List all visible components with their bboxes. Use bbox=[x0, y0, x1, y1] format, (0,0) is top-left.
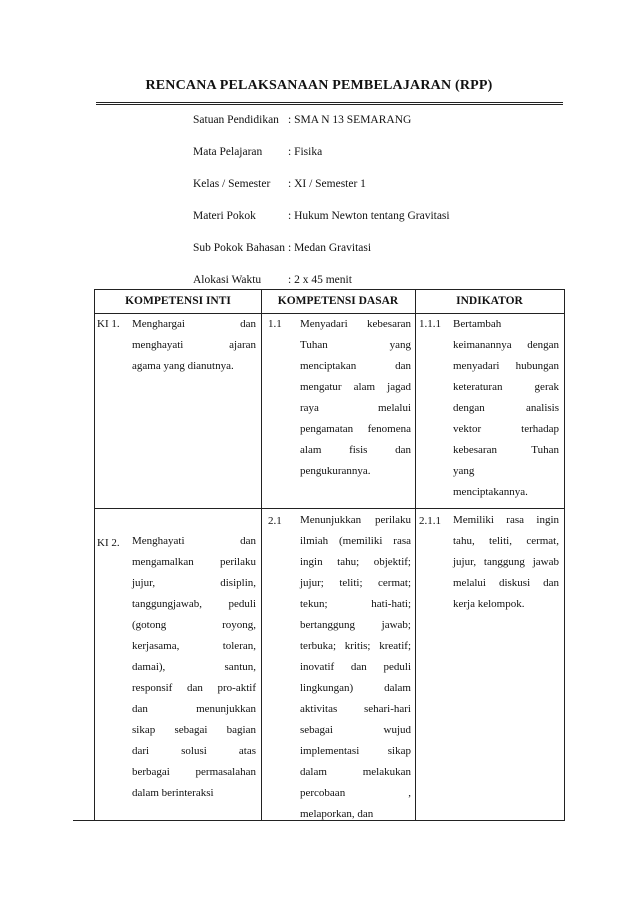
ki-text bbox=[132, 314, 256, 377]
cell-line: tahu, teliti, cermat, bbox=[453, 535, 559, 547]
indicator-number: 2.1.1 bbox=[419, 515, 441, 527]
cell-line: implementasi sikap bbox=[300, 745, 411, 757]
identity-value: : SMA N 13 SEMARANG bbox=[288, 114, 412, 126]
cell-line: inovatif dan peduli bbox=[300, 661, 411, 673]
cell-line: dari solusi atas bbox=[132, 745, 256, 757]
cell-line: dalam berinteraksi bbox=[132, 787, 214, 799]
identity-label: Sub Pokok Bahasan bbox=[193, 242, 285, 254]
cell-line: mengatur alam jagad bbox=[300, 381, 411, 393]
header-indikator: INDIKATOR bbox=[456, 295, 523, 307]
cell-line: mengamalkan perilaku bbox=[132, 556, 256, 568]
row-divider bbox=[95, 508, 564, 509]
identity-value: : Medan Gravitasi bbox=[288, 242, 372, 254]
cell-line: kerja kelompok. bbox=[453, 598, 525, 610]
cell-line: Menunjukkan perilaku bbox=[300, 514, 411, 526]
cell-line: damai), santun, bbox=[132, 661, 256, 673]
identity-label: Kelas / Semester bbox=[193, 178, 271, 190]
cell-line: Tuhan yang bbox=[300, 339, 411, 351]
identity-value: : Hukum Newton tentang Gravitasi bbox=[288, 210, 450, 222]
cell-line: dalam melakukan bbox=[300, 766, 411, 778]
cell-line: percobaan , bbox=[300, 787, 411, 799]
cell-line: jujur, disiplin, bbox=[132, 577, 256, 589]
kd-number: 1.1 bbox=[268, 318, 282, 330]
cell-line: dan menunjukkan bbox=[132, 703, 256, 715]
column-divider bbox=[415, 290, 416, 820]
cell-line: ilmiah (memiliki rasa bbox=[300, 535, 411, 547]
cell-line: pengamatan fenomena bbox=[300, 423, 411, 435]
cell-line: jujur, tanggung jawab bbox=[453, 556, 559, 568]
identity-value: : Fisika bbox=[288, 146, 323, 158]
cell-line: tanggungjawab, peduli bbox=[132, 598, 256, 610]
cell-line: menciptakannya. bbox=[453, 486, 528, 498]
cell-line: alam fisis dan bbox=[300, 444, 411, 456]
cell-line: kebesaran Tuhan bbox=[453, 444, 559, 456]
cell-line: dengan analisis bbox=[453, 402, 559, 414]
cell-line: agama yang dianutnya. bbox=[132, 360, 234, 372]
cell-line: pengukurannya. bbox=[300, 465, 371, 477]
cell-line: raya melalui bbox=[300, 402, 411, 414]
cell-line: Menghayati dan bbox=[132, 535, 256, 547]
indicator-text bbox=[453, 314, 559, 503]
kd-number: 2.1 bbox=[268, 515, 282, 527]
ki-number: KI 2. bbox=[97, 537, 120, 549]
cell-line: tekun; hati-hati; bbox=[300, 598, 411, 610]
cell-line: (gotong royong, bbox=[132, 619, 256, 631]
cell-line: kerjasama, toleran, bbox=[132, 640, 256, 652]
header-kompetensi-dasar: KOMPETENSI DASAR bbox=[277, 295, 399, 307]
cell-line: vektor terhadap bbox=[453, 423, 559, 435]
cell-line: aktivitas sehari-hari bbox=[300, 703, 411, 715]
competency-table bbox=[94, 289, 565, 821]
kd-text bbox=[300, 314, 411, 482]
cell-line: menyadari hubungan bbox=[453, 360, 559, 372]
ki-number: KI 1. bbox=[97, 318, 120, 330]
ki-text bbox=[132, 531, 256, 804]
cell-line: yang bbox=[453, 465, 475, 477]
cell-line: melaporkan, dan bbox=[300, 808, 374, 820]
cell-line: menghayati ajaran bbox=[132, 339, 256, 351]
cell-line: bertanggung jawab; bbox=[300, 619, 411, 631]
cell-line: sebagai wujud bbox=[300, 724, 411, 736]
cell-line: Menghargai dan bbox=[132, 318, 256, 330]
indicator-number: 1.1.1 bbox=[419, 318, 441, 330]
identity-value: : 2 x 45 menit bbox=[288, 274, 352, 286]
cell-line: Menyadari kebesaran bbox=[300, 318, 411, 330]
header-kompetensi-inti: KOMPETENSI INTI bbox=[125, 295, 231, 307]
identity-value: : XI / Semester 1 bbox=[288, 178, 366, 190]
cell-line: sikap sebagai bagian bbox=[132, 724, 256, 736]
page-title: RENCANA PELAKSANAAN PEMBELAJARAN (RPP) bbox=[145, 78, 493, 93]
title-divider bbox=[96, 102, 563, 105]
identity-label: Satuan Pendidikan bbox=[193, 114, 279, 126]
cell-line: responsif dan pro-aktif bbox=[132, 682, 256, 694]
identity-label: Materi Pokok bbox=[193, 210, 256, 222]
cell-line: keteraturan gerak bbox=[453, 381, 559, 393]
cell-line: Memiliki rasa ingin bbox=[453, 514, 559, 526]
cell-line: melalui diskusi dan bbox=[453, 577, 559, 589]
kd-text bbox=[300, 510, 411, 825]
bottom-divider bbox=[73, 820, 565, 821]
cell-line: Bertambah bbox=[453, 318, 502, 330]
cell-line: jujur; teliti; cermat; bbox=[300, 577, 411, 589]
cell-line: berbagai permasalahan bbox=[132, 766, 256, 778]
cell-line: menciptakan dan bbox=[300, 360, 411, 372]
column-divider bbox=[261, 290, 262, 820]
identity-label: Mata Pelajaran bbox=[193, 146, 263, 158]
cell-line: lingkungan) dalam bbox=[300, 682, 411, 694]
cell-line: terbuka; kritis; kreatif; bbox=[300, 640, 411, 652]
identity-label: Alokasi Waktu bbox=[193, 274, 262, 286]
cell-line: ingin tahu; objektif; bbox=[300, 556, 411, 568]
indicator-text bbox=[453, 510, 559, 615]
cell-line: keimanannya dengan bbox=[453, 339, 559, 351]
